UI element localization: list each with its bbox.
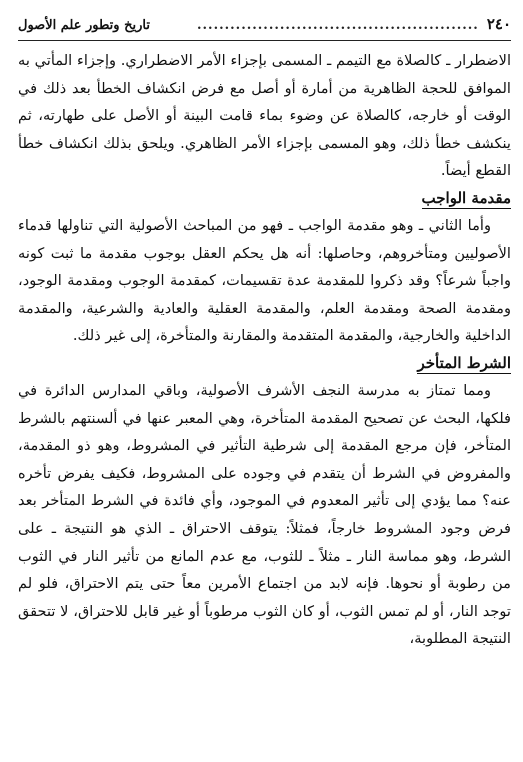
paragraph-ijza: الاضطرار ـ كالصلاة مع التيمم ـ المسمى بإجزاء الأمر الاضطراري. وإجزاء المأتي به الموافق للحجة الظاهرية من أمارة أو أصل مع فرض انكشاف الخطأ بعد ذلك في الوقت أو خارجه، كالصلاة عن وضوء بماء قامت البينة أو الأصل على طهارته، ثم ينكشف خطأ ذلك، وهو المسمى بإجزاء الأمر الظاهري. ويلحق بذلك انكشاف خطأ القطع أيضاً. [18, 52, 511, 180]
paragraph-al-shart-al-mutaakhir: ومما تمتاز به مدرسة النجف الأشرف الأصولية، وباقي المدارس الدائرة في فلكها، البحث عن تصحيح المقدمة المتأخرة، وهي المعبر عنها في ألسنتهم بالشرط المتأخر، فإن مرجع المقدمة إلى شرطية التأثير في المشروط، وهو ذو المقدمة، والمفروض في الشرط أن يتقدم في وجوده على المشروط، فكيف يفرض تأخره عنه؟ مما يؤدي إلى تأثير المعدوم في الموجود، وأي فائدة في الشرط المتأخر بعد فرض وجود المشروط خارجاً، فمثلاً: يتوقف الاحتراق ـ الذي هو النتيجة ـ على الشرط، وهو مماسة النار ـ مثلاً ـ للثوب، مع عدم المانع من تأثير النار في الثوب من رطوبة أو نحوها. فإنه لابد من اجتماع الأمرين معاً حتى يتم الاحتراق، فلو لم توجد النار، أو لم تمس الثوب، أو كان الثوب مرطوباً أو غير قابل للاحتراق، لا تتحقق النتيجة المطلوبة، [18, 381, 511, 648]
running-title: تاريخ وتطور علم الأصول [18, 18, 150, 33]
header-divider [18, 40, 511, 41]
header-leader-dots: ................................................... [197, 18, 479, 33]
page-header [18, 14, 511, 34]
section-heading-text: مقدمة الواجب [421, 188, 511, 207]
section-heading-al-shart-al-mutaakhir [18, 350, 511, 377]
book-page [18, 14, 511, 752]
paragraph-muqaddimat-al-wajib: وأما الثاني ـ وهو مقدمة الواجب ـ فهو من المباحث الأصولية التي تناولها قدماء الأصوليين ومتأخروهم، وحاصلها: أنه هل يحكم العقل بوجوب مقدمة ما ثبت كونه واجباً شرعاً؟ وقد ذكروا للمقدمة عدة تقسيمات، كمقدمة الوجوب ومقدمة الوجود، ومقدمة الصحة ومقدمة العلم، والمقدمة العقلية والعادية والشرعية، والمقدمة الداخلية والخارجية، والمقدمة المتقدمة والمقارنة والمتأخرة، إلى غير ذلك. [18, 216, 511, 345]
page-number: ٢٤٠ [486, 15, 511, 33]
section-heading-muqaddimat-al-wajib [18, 185, 511, 212]
section-heading-text: الشرط المتأخر [417, 353, 511, 372]
